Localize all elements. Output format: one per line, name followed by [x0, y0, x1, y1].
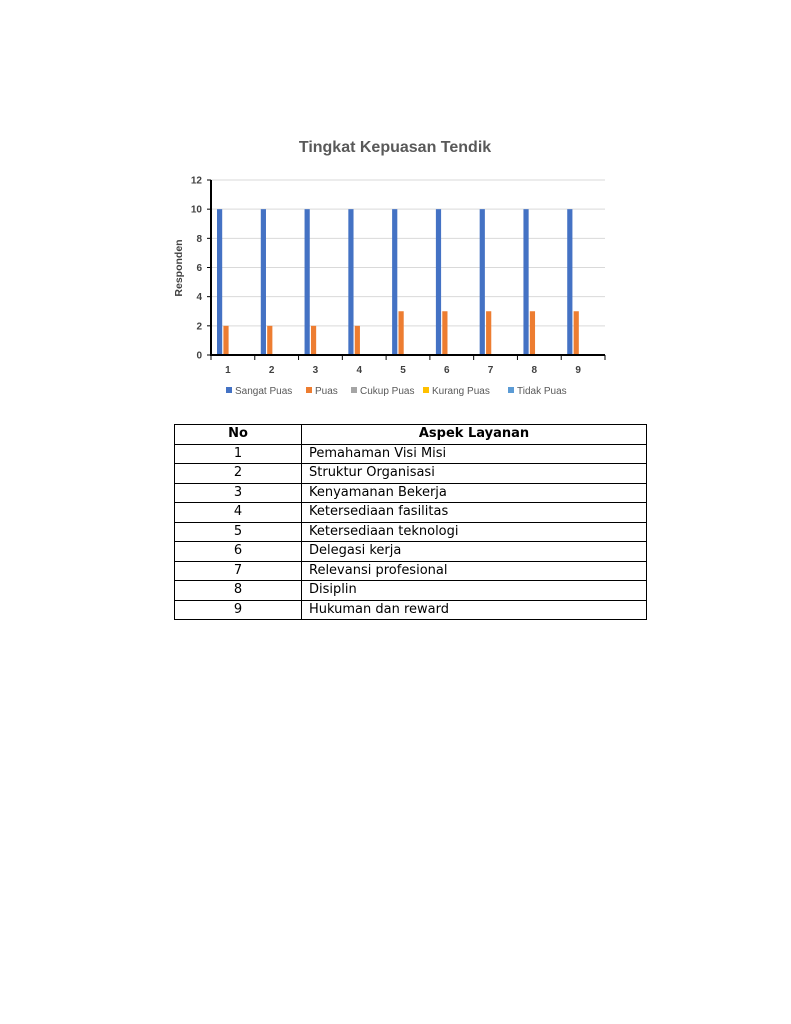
x-tick-label: 6	[443, 365, 450, 376]
row-no: 6	[175, 542, 302, 562]
y-tick-label: 4	[196, 292, 202, 304]
bar	[223, 326, 228, 355]
bar	[436, 209, 441, 355]
bar	[348, 209, 353, 355]
x-tick-label: 7	[487, 365, 494, 376]
legend-swatch	[306, 387, 312, 393]
header-no: No	[175, 425, 302, 445]
row-no: 9	[175, 600, 302, 620]
bar	[567, 209, 572, 355]
row-no: 4	[175, 503, 302, 523]
legend-label: Cukup Puas	[360, 386, 415, 397]
table-header-row	[175, 425, 647, 445]
row-no: 3	[175, 483, 302, 503]
row-aspect: Struktur Organisasi	[302, 464, 647, 484]
bar	[523, 209, 528, 355]
y-tick-label: 10	[190, 204, 202, 216]
table-row	[175, 581, 647, 601]
bar	[442, 311, 447, 355]
chart-svg	[160, 128, 630, 413]
table-row	[175, 542, 647, 562]
row-aspect: Ketersediaan teknologi	[302, 522, 647, 542]
row-aspect: Disiplin	[302, 581, 647, 601]
bar	[311, 326, 316, 355]
x-tick-label: 5	[400, 365, 406, 376]
y-tick-label: 2	[196, 321, 202, 333]
bar	[480, 209, 485, 355]
legend-swatch	[351, 387, 357, 393]
gridlines	[207, 180, 605, 355]
row-aspect: Delegasi kerja	[302, 542, 647, 562]
x-tick-label: 4	[356, 365, 363, 376]
table-row	[175, 444, 647, 464]
x-tick-label: 3	[312, 365, 319, 376]
table-row	[175, 464, 647, 484]
bar	[574, 311, 579, 355]
row-aspect: Ketersediaan fasilitas	[302, 503, 647, 523]
x-tick-labels	[225, 365, 581, 376]
bar	[399, 311, 404, 355]
legend-label: Sangat Puas	[235, 386, 293, 397]
table-body	[175, 444, 647, 620]
y-tick-label: 12	[190, 175, 202, 187]
legend	[226, 386, 567, 397]
bar	[530, 311, 535, 355]
row-aspect: Kenyamanan Bekerja	[302, 483, 647, 503]
row-no: 1	[175, 444, 302, 464]
row-aspect: Hukuman dan reward	[302, 600, 647, 620]
table-row	[175, 503, 647, 523]
aspect-table	[174, 424, 647, 620]
legend-label: Kurang Puas	[432, 386, 490, 397]
bar	[392, 209, 397, 355]
bars	[217, 209, 579, 355]
y-tick-label: 6	[196, 263, 202, 274]
bar	[305, 209, 310, 355]
legend-swatch	[226, 387, 232, 393]
bar-chart	[160, 128, 630, 413]
table-row	[175, 483, 647, 503]
bar	[217, 209, 222, 355]
legend-label: Tidak Puas	[517, 386, 567, 397]
row-no: 2	[175, 464, 302, 484]
legend-swatch	[508, 387, 514, 393]
row-no: 8	[175, 581, 302, 601]
legend-label: Puas	[315, 386, 338, 397]
y-axis-label: Responden	[173, 239, 185, 297]
x-tick-label: 2	[268, 365, 275, 376]
row-no: 7	[175, 561, 302, 581]
y-tick-labels	[191, 176, 203, 362]
chart-title: Tingkat Kepuasan Tendik	[298, 139, 492, 156]
x-tick-label: 1	[225, 365, 231, 376]
bar	[355, 326, 360, 355]
bar	[267, 326, 272, 355]
header-aspect: Aspek Layanan	[302, 425, 647, 445]
bar	[486, 311, 491, 355]
bar	[261, 209, 266, 355]
table-row	[175, 522, 647, 542]
table-row	[175, 600, 647, 620]
y-tick-label: 8	[196, 233, 202, 245]
row-aspect: Relevansi profesional	[302, 561, 647, 581]
row-no: 5	[175, 522, 302, 542]
y-tick-label: 0	[196, 350, 202, 362]
x-tick-label: 8	[531, 365, 538, 376]
x-tick-label: 9	[575, 365, 581, 376]
legend-swatch	[423, 387, 429, 393]
table-row	[175, 561, 647, 581]
row-aspect: Pemahaman Visi Misi	[302, 444, 647, 464]
